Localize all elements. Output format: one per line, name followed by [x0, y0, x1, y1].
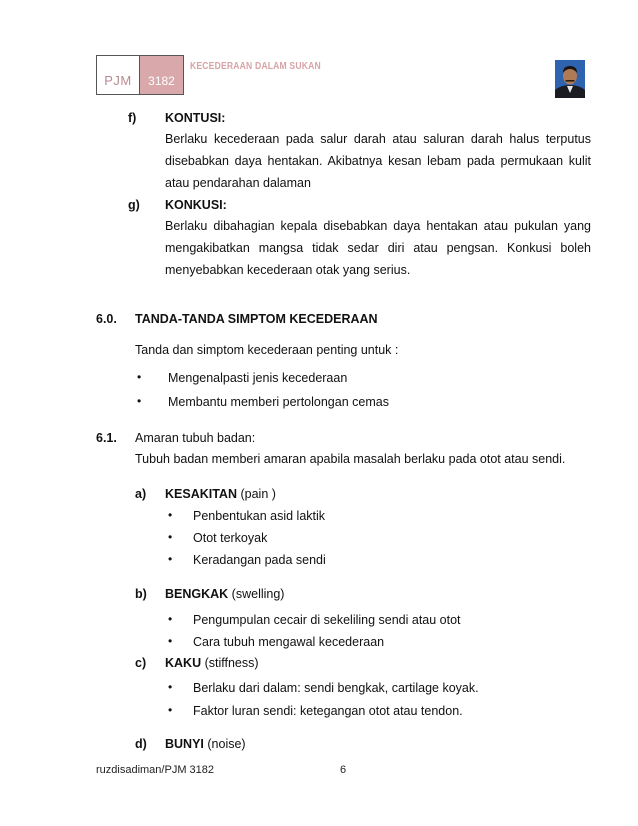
item-label-b: b)	[135, 587, 147, 601]
item-heading-kaku: KAKU (stiffness)	[165, 656, 259, 670]
item-heading-bengkak: BENGKAK (swelling)	[165, 587, 285, 601]
bullet-icon: •	[168, 508, 173, 522]
list-item: Berlaku dari dalam: sendi bengkak, cartilage koyak.	[193, 681, 479, 695]
bullet-icon: •	[137, 394, 142, 408]
section-heading-6-1: Amaran tubuh badan:	[135, 431, 256, 445]
list-item: Pengumpulan cecair di sekeliling sendi atau otot	[193, 613, 461, 627]
item-heading-bunyi: BUNYI (noise)	[165, 737, 246, 751]
portrait-photo-icon	[555, 60, 585, 98]
section-intro-6-0: Tanda dan simptom kecederaan penting untuk :	[135, 343, 399, 357]
item-label-c: c)	[135, 656, 147, 670]
paragraph-konkusi: Berlaku dibahagian kepala disebabkan daya hentakan atau pukulan yang mengakibatkan mangsa tidak sedar diri atau pengsan. Konkusi boleh menyebabkan kecederaan otak yang serius.	[165, 219, 591, 277]
list-item: Cara tubuh mengawal kecederaan	[193, 635, 385, 649]
bullet-icon: •	[168, 703, 173, 717]
list-item: Otot terkoyak	[193, 531, 268, 545]
item-label-f: f)	[128, 111, 137, 125]
document-title: KECEDERAAN DALAM SUKAN	[190, 60, 321, 72]
section-number-6-1: 6.1.	[96, 431, 117, 445]
bullet-icon: •	[168, 634, 173, 648]
course-code-prefix: PJM	[96, 55, 140, 95]
heading-konkusi: KONKUSI:	[165, 198, 227, 212]
list-item: Keradangan pada sendi	[193, 553, 326, 567]
list-item: Mengenalpasti jenis kecederaan	[168, 371, 348, 385]
list-item: Faktor luran sendi: ketegangan otot atau tendon.	[193, 704, 463, 718]
item-label-a: a)	[135, 487, 147, 501]
section-heading-6-0: TANDA-TANDA SIMPTOM KECEDERAAN	[135, 312, 378, 326]
list-item: Membantu memberi pertolongan cemas	[168, 395, 389, 409]
bullet-icon: •	[168, 530, 173, 544]
heading-kontusi: KONTUSI:	[165, 111, 226, 125]
item-heading-kesakitan: KESAKITAN (pain )	[165, 487, 276, 501]
section-intro-6-1: Tubuh badan memberi amaran apabila masalah berlaku pada otot atau sendi.	[135, 452, 566, 466]
course-code-number: 3182	[139, 55, 184, 95]
bullet-icon: •	[168, 552, 173, 566]
item-label-g: g)	[128, 198, 140, 212]
paragraph-kontusi: Berlaku kecederaan pada salur darah atau saluran darah halus terputus disebabkan daya hentakan. Akibatnya kesan lebam pada permukaan kulit atau pendarahan dalaman	[165, 132, 591, 190]
bullet-icon: •	[137, 370, 142, 384]
item-label-d: d)	[135, 737, 147, 751]
page-number: 6	[340, 764, 347, 776]
bullet-icon: •	[168, 612, 173, 626]
section-number-6-0: 6.0.	[96, 312, 117, 326]
footer-author: ruzdisadiman/PJM 3182	[96, 764, 215, 776]
list-item: Penbentukan asid laktik	[193, 509, 326, 523]
bullet-icon: •	[168, 680, 173, 694]
